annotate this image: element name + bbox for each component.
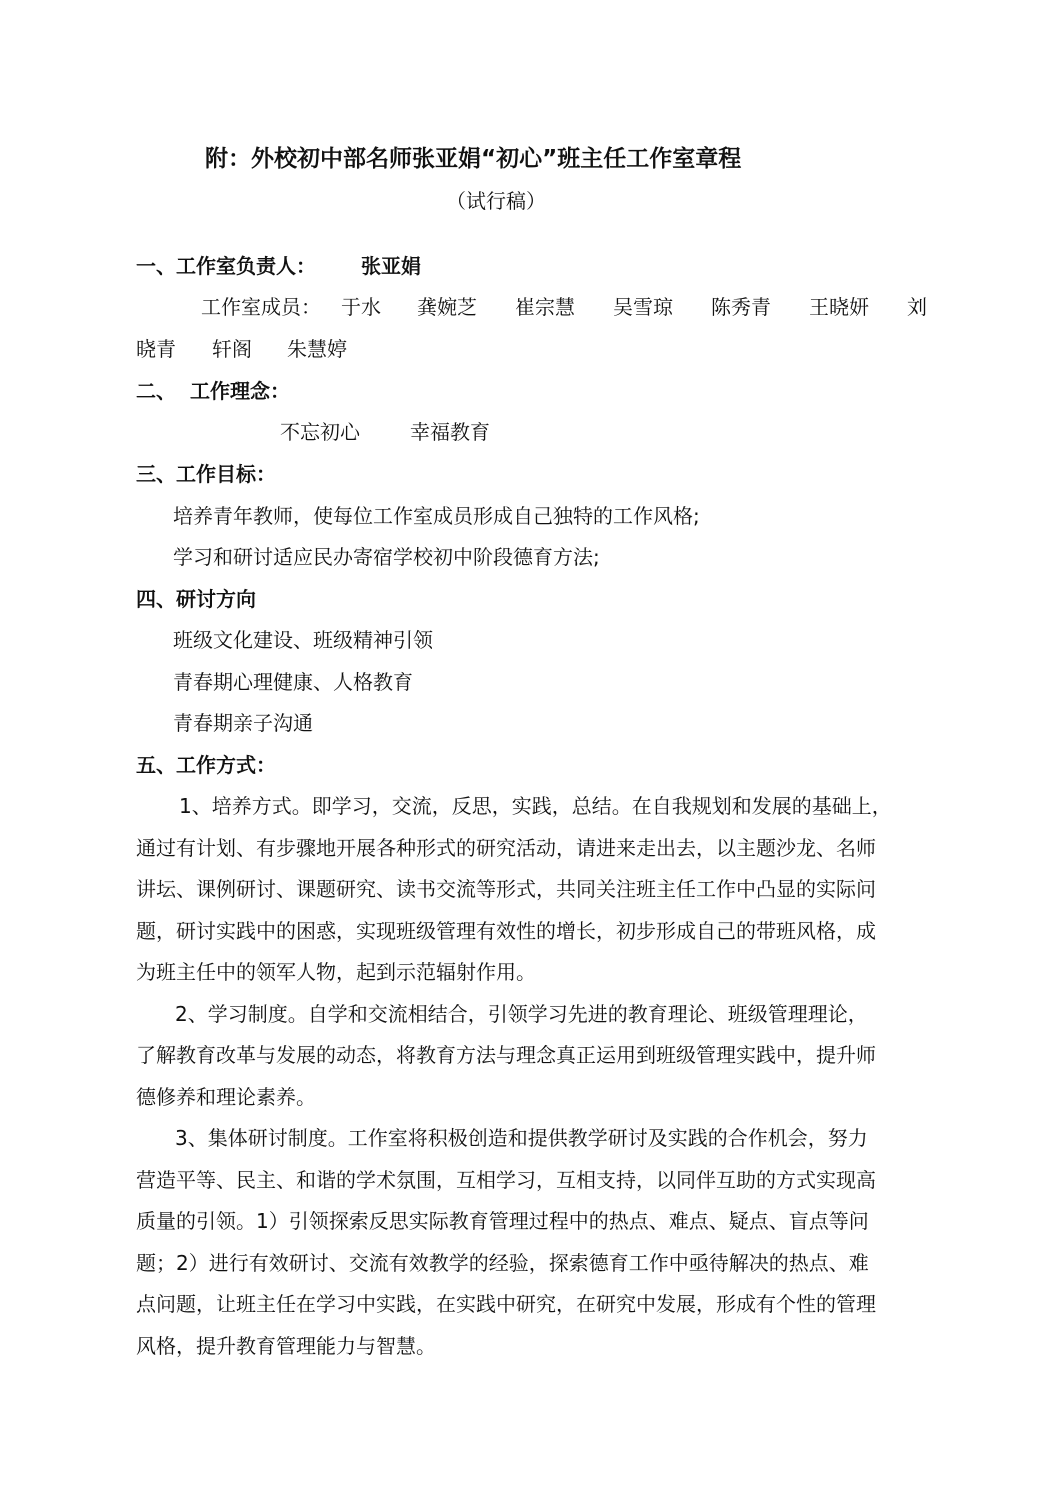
- document-title: 附：外校初中部名师张亚娟“初心”班主任工作室章程: [205, 146, 742, 172]
- member-name: 王晓妍: [809, 295, 869, 319]
- paragraph-3-line: 质量的引领。1）引领探索反思实际教育管理过程中的热点、难点、疑点、盲点等问: [136, 1209, 869, 1233]
- direction-item: 青春期亲子沟通: [173, 711, 313, 735]
- member-name: 朱慧婷: [287, 337, 347, 361]
- section-3-heading: 三、工作目标：: [136, 462, 276, 486]
- paragraph-2-line: 德修养和理论素养。: [136, 1085, 316, 1109]
- paragraph-3-line: 风格，提升教育管理能力与智慧。: [136, 1334, 436, 1358]
- direction-item: 青春期心理健康、人格教育: [173, 670, 413, 694]
- section-2-title: 工作理念：: [190, 379, 290, 403]
- paragraph-3-line: 题；2）进行有效研讨、交流有效教学的经验，探索德育工作中亟待解决的热点、难: [136, 1251, 869, 1275]
- paragraph-3-line: 点问题，让班主任在学习中实践，在实践中研究，在研究中发展，形成有个性的管理: [136, 1292, 876, 1316]
- paragraph-2-line: 了解教育改革与发展的动态，将教育方法与理念真正运用到班级管理实践中，提升师: [136, 1043, 876, 1067]
- paragraph-1-line: 1、培养方式。即学习，交流，反思，实践，总结。在自我规划和发展的基础上，: [179, 794, 892, 818]
- paragraph-1-line: 为班主任中的领军人物，起到示范辐射作用。: [136, 960, 536, 984]
- paragraph-1-line: 题，研讨实践中的困惑，实现班级管理有效性的增长，初步形成自己的带班风格，成: [136, 919, 876, 943]
- idea-item: 幸福教育: [410, 420, 490, 444]
- member-name: 龚婉芝: [417, 295, 477, 319]
- paragraph-3-line: 营造平等、民主、和谐的学术氛围，互相学习，互相支持，以同伴互助的方式实现高: [136, 1168, 876, 1192]
- leader-name: 张亚娟: [361, 254, 421, 278]
- member-name: 崔宗慧: [515, 295, 575, 319]
- direction-item: 班级文化建设、班级精神引领: [173, 628, 433, 652]
- paragraph-2-line: 2、学习制度。自学和交流相结合，引领学习先进的教育理论、班级管理理论，: [175, 1002, 868, 1026]
- member-name: 刘: [907, 295, 927, 319]
- document-subtitle: （试行稿）: [446, 189, 546, 213]
- goal-item: 学习和研讨适应民办寄宿学校初中阶段德育方法;: [173, 545, 600, 569]
- paragraph-1-line: 讲坛、课例研讨、课题研究、读书交流等形式，共同关注班主任工作中凸显的实际问: [136, 877, 876, 901]
- members-label: 工作室成员：: [201, 295, 321, 319]
- idea-item: 不忘初心: [280, 420, 360, 444]
- goal-item: 培养青年教师，使每位工作室成员形成自己独特的工作风格;: [173, 504, 700, 528]
- section-1-heading: 一、工作室负责人：: [136, 254, 316, 278]
- section-5-heading: 五、工作方式：: [136, 753, 276, 777]
- paragraph-3-line: 3、集体研讨制度。工作室将积极创造和提供教学研讨及实践的合作机会，努力: [175, 1126, 868, 1150]
- member-name: 于水: [341, 295, 381, 319]
- member-name: 轩阁: [212, 337, 252, 361]
- section-2-heading: 二、: [136, 379, 176, 403]
- paragraph-1-line: 通过有计划、有步骤地开展各种形式的研究活动，请进来走出去，以主题沙龙、名师: [136, 836, 876, 860]
- member-name: 晓青: [136, 337, 176, 361]
- section-4-heading: 四、研讨方向: [136, 587, 256, 611]
- member-name: 吴雪琼: [613, 295, 673, 319]
- member-name: 陈秀青: [711, 295, 771, 319]
